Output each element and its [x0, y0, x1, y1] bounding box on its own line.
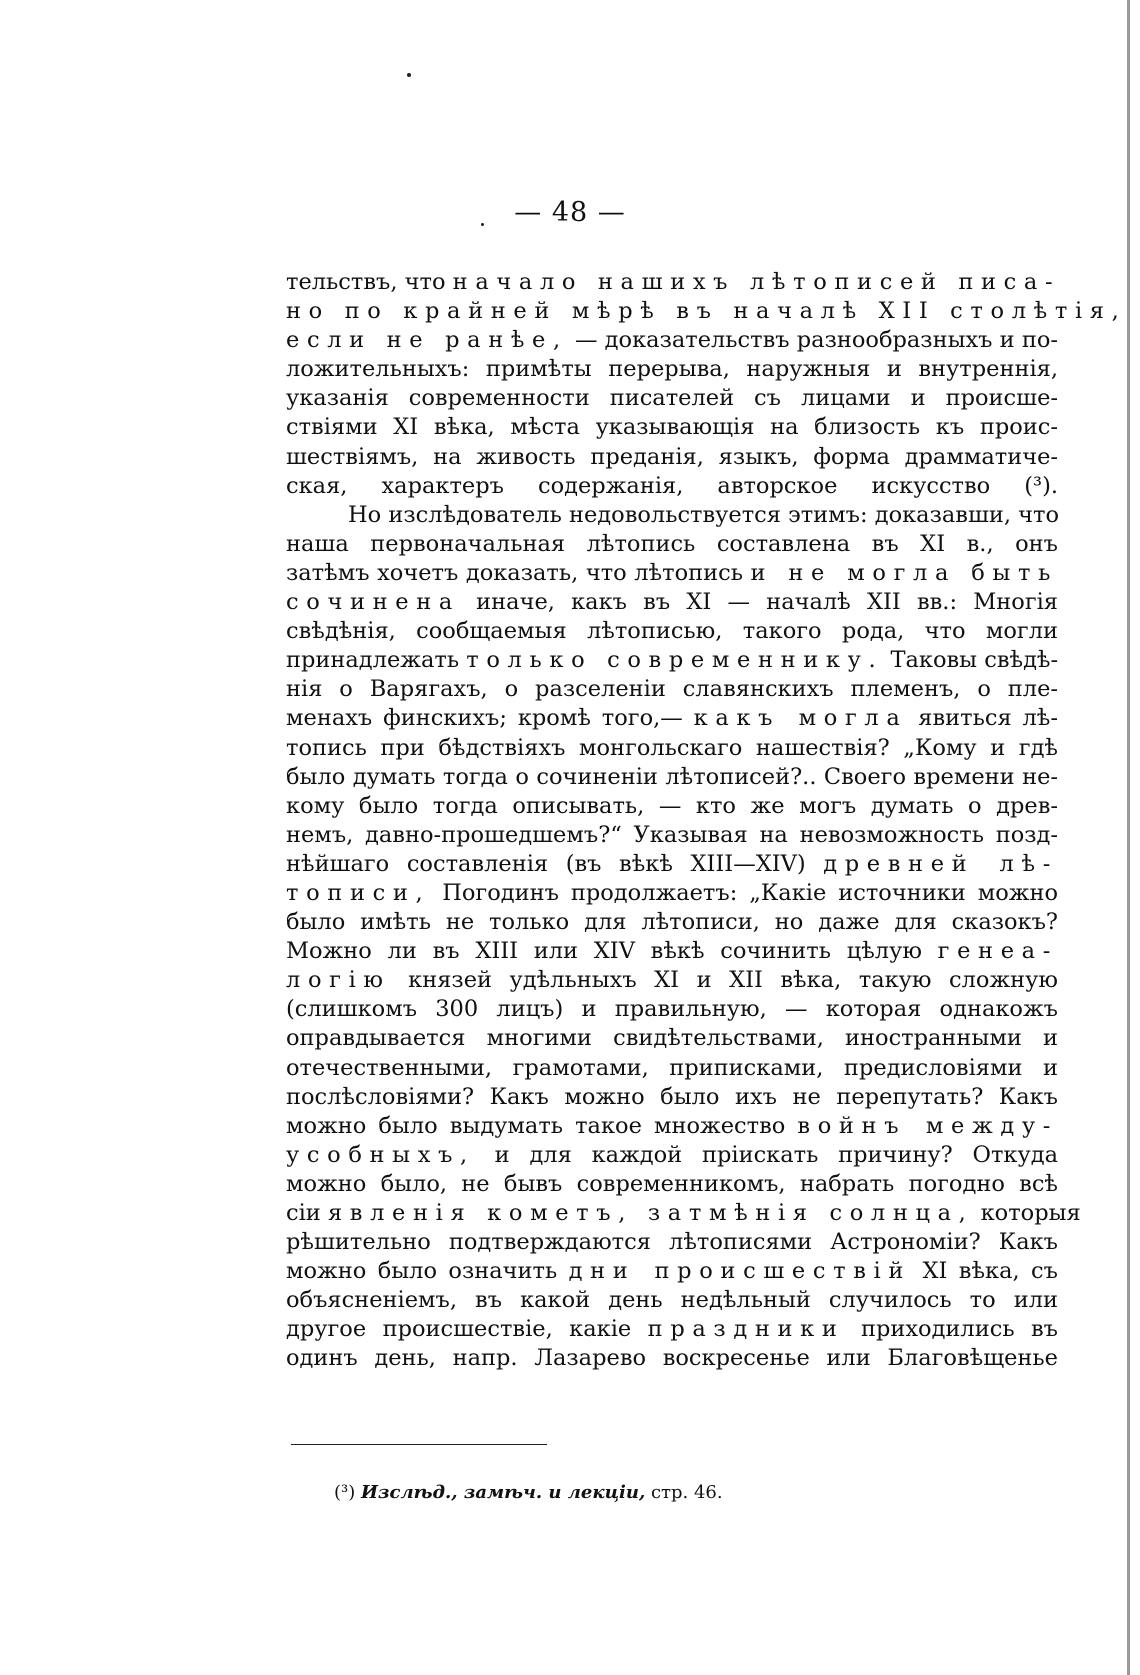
text-line [286, 937, 1058, 966]
text-line [286, 297, 1127, 326]
text-run: приходились въ [844, 1316, 1058, 1343]
print-speck [407, 73, 411, 77]
text-line [286, 472, 1058, 501]
text-line [286, 704, 1058, 733]
spaced-emphasis: логію [286, 967, 391, 994]
text-line [286, 995, 1058, 1024]
text-line [286, 821, 1058, 850]
text-run: затѣмъ хочетъ доказать, что лѣтопись [286, 559, 751, 586]
text-line [286, 1344, 1058, 1373]
text-run: объясненіемъ, въ какой день недѣльный случилось то или [286, 1287, 1058, 1314]
text-line [286, 966, 1058, 995]
text-run: было думать тогда о сочиненіи лѣтописей?.. Своего времени не- [286, 763, 1058, 790]
spaced-emphasis: явленія кометъ, затмѣнія солнца, [327, 1200, 974, 1226]
spaced-emphasis: генеа- [937, 938, 1058, 965]
text-line [286, 879, 1058, 908]
text-run: указанія современности писателей съ лицами и происше- [286, 385, 1058, 412]
text-line [286, 1228, 1058, 1257]
page-edge-line [1127, 0, 1130, 1675]
text-run: шествіямъ, на живость преданія, языкъ, форма драмматиче- [286, 443, 1058, 470]
text-run: можно было означить [286, 1258, 569, 1285]
spaced-emphasis: усобныхъ, [286, 1141, 475, 1168]
text-run: топись при бѣдствіяхъ монгольскаго нашествія? „Кому и гдѣ [286, 734, 1058, 761]
text-line [286, 792, 1058, 821]
page-number: — 48 — [514, 197, 626, 228]
text-run: рѣшительно подтверждаются лѣтописями Астрономіи? Какъ [286, 1229, 1058, 1256]
text-line [286, 559, 1058, 588]
spaced-emphasis: и не могла быть [750, 559, 1058, 586]
text-run: можно было выдумать такое множество [286, 1112, 798, 1139]
text-run: князей удѣльныхъ XI и XII вѣка, такую сложную [390, 967, 1058, 994]
text-line [286, 1257, 1058, 1286]
text-run: немъ, давно-прошедшемъ?“ Указывая на невозможность позд- [286, 821, 1058, 848]
spaced-emphasis: войнъ между- [797, 1112, 1059, 1139]
text-run: нѣйшаго составленія (въ вѣкѣ XIII—XIV) [286, 850, 824, 877]
spaced-emphasis: только современнику. [466, 647, 884, 674]
text-line [286, 646, 1058, 675]
text-line [286, 850, 1058, 879]
text-run: Можно ли въ XIII или XIV вѣкѣ сочинить цѣлую [286, 938, 938, 965]
text-run: явиться лѣ- [907, 705, 1058, 732]
text-line [286, 443, 1058, 472]
text-run: (слишкомъ 300 лицъ) и правильную, — которая однакожъ [286, 996, 1058, 1023]
text-run: наша первоначальная лѣтопись составлена въ XI в., онъ [286, 530, 1058, 557]
text-run: одинъ день, напр. Лазарево воскресенье или Благовѣщенье [286, 1345, 1058, 1372]
text-run: XI вѣка, съ [911, 1258, 1058, 1285]
text-run: менахъ финскихъ; кромѣ того,— [286, 705, 694, 732]
spaced-emphasis: дни происшествій [568, 1258, 912, 1285]
footnote-divider [291, 1444, 547, 1445]
text-run: было имѣть не только для лѣтописи, но даже для сказокъ? [286, 909, 1058, 936]
text-line [286, 734, 1058, 763]
text-line [286, 588, 1058, 617]
text-line [286, 326, 1058, 355]
text-run: другое происшествіе, какіе [286, 1316, 648, 1343]
footnote-marker: (³) [334, 1482, 356, 1503]
text-run: Погодинъ продолжаетъ: „Какіе источники можно [430, 879, 1058, 906]
text-line [286, 1054, 1058, 1083]
text-line [286, 384, 1058, 413]
text-line [286, 908, 1058, 937]
text-line [286, 617, 1058, 646]
text-line [286, 675, 1058, 704]
text-line [286, 1315, 1058, 1344]
text-run: Таковы свѣдѣ- [883, 647, 1059, 674]
text-line [286, 763, 1058, 792]
spaced-emphasis: начало нашихъ лѣтописей писа- [452, 269, 1061, 295]
text-line [286, 355, 1058, 384]
text-run: кому было тогда описывать, — кто же могъ думать о древ- [286, 792, 1058, 819]
footnote-source: Изслѣд., замѣч. и лекціи, [361, 1482, 646, 1503]
text-run: иначе, какъ въ XI — началѣ XII вв.: Многія [459, 589, 1058, 616]
spaced-emphasis: какъ могла [693, 705, 908, 732]
footnote [334, 1482, 723, 1503]
text-line [286, 1199, 1081, 1228]
text-run: — доказательствъ разнообразныхъ и по- [567, 327, 1058, 354]
text-run: и для каждой пріискать причину? Откуда [474, 1141, 1058, 1168]
text-run: можно было, не бывъ современникомъ, набрать погодно всѣ [286, 1170, 1058, 1197]
text-run: ская, характеръ содержанія, авторское искусство (³). [286, 472, 1058, 499]
text-run: свѣдѣнія, сообщаемыя лѣтописью, такого рода, что могли [286, 618, 1058, 645]
spaced-emphasis: праздники [647, 1316, 845, 1343]
spaced-emphasis: древней лѣ- [823, 850, 1058, 877]
spaced-emphasis: тописи, [286, 879, 431, 906]
text-line [286, 413, 1058, 442]
text-run: которыя [973, 1200, 1081, 1226]
text-run: ствіями XI вѣка, мѣста указывающія на близость къ проис- [286, 414, 1058, 441]
text-line [286, 501, 1058, 530]
text-run: тельствъ, что [286, 269, 453, 295]
text-line [286, 1170, 1058, 1199]
text-run: Но изслѣдователь недовольствуется этимъ: доказавши, что [348, 501, 1060, 528]
text-line [286, 1112, 1058, 1141]
text-line [286, 268, 1061, 297]
spaced-emphasis: если не ранѣе, [286, 327, 568, 354]
text-run: сіи [286, 1200, 328, 1226]
text-run: ложительныхъ: примѣты перерыва, наружныя и внутреннія, [286, 356, 1058, 383]
text-line [286, 1083, 1058, 1112]
text-run: отечественными, грамотами, приписками, предисловіями и [286, 1054, 1058, 1081]
spaced-emphasis: сочинена [286, 589, 460, 616]
text-line [286, 530, 1058, 559]
text-line [286, 1024, 1058, 1053]
text-run: нія о Варягахъ, о разселеніи славянскихъ племенъ, о пле- [286, 676, 1058, 703]
text-run: принадлежать [286, 647, 467, 674]
footnote-pages: стр. 46. [650, 1482, 723, 1503]
text-line [286, 1141, 1058, 1170]
text-run: оправдывается многими свидѣтельствами, иностранными и [286, 1025, 1058, 1052]
text-line [286, 1286, 1058, 1315]
text-run: послѣсловіями? Какъ можно было ихъ не перепутать? Какъ [286, 1083, 1058, 1110]
spaced-emphasis: но по крайней мѣрѣ въ началѣ XII столѣтія, [286, 298, 1127, 325]
body-text [286, 268, 1127, 1374]
